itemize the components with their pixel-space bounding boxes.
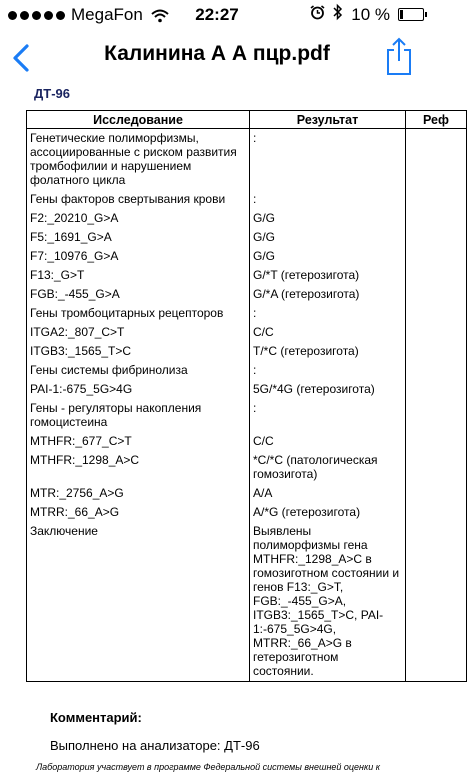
test-name-cell: ITGA2:_807_C>T: [27, 323, 250, 342]
carrier-name: MegaFon: [71, 5, 143, 24]
table-row: [27, 432, 467, 451]
bluetooth-icon: [333, 4, 343, 25]
table-row: [27, 361, 467, 380]
reference-cell: [406, 247, 467, 266]
result-cell: :: [250, 304, 406, 323]
table-row: [27, 323, 467, 342]
table-row: [27, 503, 467, 522]
result-cell: G/*T (гетерозигота): [250, 266, 406, 285]
reference-cell: [406, 399, 467, 432]
test-name-cell: MTHFR:_1298_A>C: [27, 451, 250, 484]
status-icons: [310, 4, 424, 25]
test-name-cell: F5:_1691_G>A: [27, 228, 250, 247]
table-body: [27, 129, 467, 682]
column-header-test: Исследование: [27, 111, 250, 129]
test-name-cell: Гены факторов свертывания крови: [27, 190, 250, 209]
table-row: [27, 285, 467, 304]
test-name-cell: F7:_10976_G>A: [27, 247, 250, 266]
reference-cell: [406, 361, 467, 380]
results-table: [26, 110, 467, 682]
test-name-cell: MTHFR:_677_C>T: [27, 432, 250, 451]
result-cell: T/*C (гетерозигота): [250, 342, 406, 361]
column-header-reference: Реф: [406, 111, 467, 129]
result-cell: :: [250, 399, 406, 432]
table-row: [27, 451, 467, 484]
reference-cell: [406, 190, 467, 209]
table-row: [27, 209, 467, 228]
comment-label: Комментарий:: [50, 710, 142, 725]
table-header-row: [27, 111, 467, 129]
document-code: ДТ-96: [34, 86, 70, 101]
reference-cell: [406, 503, 467, 522]
table-row: [27, 247, 467, 266]
result-cell: 5G/*4G (гетерозигота): [250, 380, 406, 399]
test-name-cell: Гены системы фибринолиза: [27, 361, 250, 380]
result-cell: G/G: [250, 247, 406, 266]
reference-cell: [406, 209, 467, 228]
share-icon: [384, 63, 414, 80]
analyzer-text: Выполнено на анализаторе: ДТ-96: [50, 738, 260, 753]
table-row: [27, 484, 467, 503]
test-name-cell: Генетические полиморфизмы, ассоциированные с риском развития тромбофилии и нарушением фолатного цикла: [27, 129, 250, 191]
test-name-cell: Заключение: [27, 522, 250, 682]
pdf-page[interactable]: [0, 84, 449, 772]
test-name-cell: F2:_20210_G>A: [27, 209, 250, 228]
reference-cell: [406, 380, 467, 399]
test-name-cell: F13:_G>T: [27, 266, 250, 285]
result-cell: :: [250, 129, 406, 191]
share-button[interactable]: [384, 36, 414, 76]
reference-cell: [406, 451, 467, 484]
column-header-result: Результат: [250, 111, 406, 129]
navigation-bar: [0, 30, 434, 84]
result-cell: C/C: [250, 323, 406, 342]
reference-cell: [406, 129, 467, 191]
test-name-cell: FGB:_-455_G>A: [27, 285, 250, 304]
clock: 22:27: [195, 5, 239, 24]
table-row: [27, 190, 467, 209]
result-cell: G/*A (гетерозигота): [250, 285, 406, 304]
chevron-left-icon: [6, 65, 36, 82]
table-row: [27, 342, 467, 361]
reference-cell: [406, 323, 467, 342]
back-button[interactable]: [6, 38, 36, 78]
test-name-cell: PAI-1:-675_5G>4G: [27, 380, 250, 399]
battery-icon: [398, 8, 424, 21]
test-name-cell: ITGB3:_1565_T>C: [27, 342, 250, 361]
status-bar: [0, 0, 434, 30]
table-row: [27, 266, 467, 285]
alarm-icon: [310, 5, 325, 25]
table-row: [27, 522, 467, 682]
result-cell: :: [250, 190, 406, 209]
reference-cell: [406, 266, 467, 285]
footer-note: Лаборатория участвует в программе Федеральной системы внешней оценки к: [36, 762, 381, 772]
table-row: [27, 129, 467, 191]
reference-cell: [406, 228, 467, 247]
result-cell: A/*G (гетерозигота): [250, 503, 406, 522]
test-name-cell: Гены - регуляторы накопления гомоцистеина: [27, 399, 250, 432]
reference-cell: [406, 285, 467, 304]
reference-cell: [406, 522, 467, 682]
test-name-cell: Гены тромбоцитарных рецепторов: [27, 304, 250, 323]
table-row: [27, 228, 467, 247]
test-name-cell: MTRR:_66_A>G: [27, 503, 250, 522]
table-row: [27, 399, 467, 432]
test-name-cell: MTR:_2756_A>G: [27, 484, 250, 503]
result-cell: G/G: [250, 209, 406, 228]
result-cell: Выявлены полиморфизмы гена MTHFR:_1298_A>C в гомозиготном состоянии и генов F13:_G>T, FGB:_-455_G>A, ITGB3:_1565_T>C, PAI-1:-675_5G>4G, MTRR:_66_A>G в гетерозиготном состоянии.: [250, 522, 406, 682]
document-title: Калинина А А пцр.pdf: [104, 42, 330, 65]
reference-cell: [406, 432, 467, 451]
reference-cell: [406, 484, 467, 503]
result-cell: :: [250, 361, 406, 380]
result-cell: A/A: [250, 484, 406, 503]
battery-percent: 10 %: [351, 4, 390, 24]
result-cell: G/G: [250, 228, 406, 247]
reference-cell: [406, 342, 467, 361]
result-cell: *C/*C (патологическая гомозигота): [250, 451, 406, 484]
reference-cell: [406, 304, 467, 323]
result-cell: C/C: [250, 432, 406, 451]
table-row: [27, 304, 467, 323]
table-row: [27, 380, 467, 399]
